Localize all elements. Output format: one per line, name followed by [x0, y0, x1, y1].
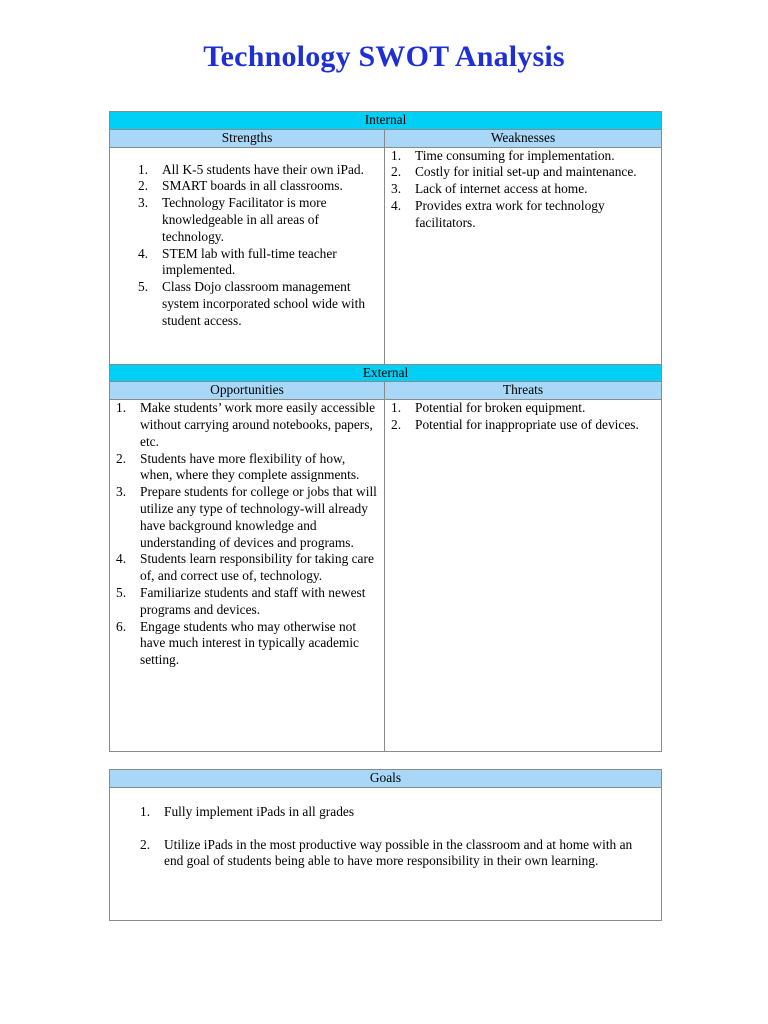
list-item: 3. Technology Facilitator is more knowledgeable in all areas of technology. [138, 195, 327, 244]
external-header: External [110, 364, 662, 382]
goals-cell [110, 787, 662, 920]
list-item: 1. Potential for broken equipment. [391, 400, 586, 416]
list-item: 4. Students learn responsibility for taking care of, and correct use of, technology. [116, 551, 374, 584]
weaknesses-list [385, 148, 661, 232]
goals-header: Goals [110, 770, 662, 788]
strengths-cell [110, 147, 385, 364]
weaknesses-cell [385, 147, 662, 364]
list-item: 2. Utilize iPads in the most productive way possible in the classroom and at home with an end goal of students being able to have more responsibility in their own learning. [140, 836, 633, 869]
goals-table [109, 769, 662, 921]
list-item: 5. Familiarize students and staff with newest programs and devices. [116, 584, 366, 617]
internal-header: Internal [110, 112, 662, 130]
opportunities-cell [110, 400, 385, 752]
list-item: 1. Make students’ work more easily accessible without carrying around notebooks, papers, etc. [116, 400, 376, 449]
weaknesses-header: Weaknesses [385, 129, 662, 147]
list-item: 2. Students have more flexibility of how, when, where they complete assignments. [116, 450, 360, 483]
list-item: 5. Class Dojo classroom management system incorporated school wide with student access. [138, 279, 366, 328]
opportunities-header: Opportunities [110, 382, 385, 400]
list-item: 4. STEM lab with full-time teacher implemented. [138, 245, 337, 278]
list-item: 4. Provides extra work for technology facilitators. [391, 197, 605, 230]
page-title: Technology SWOT Analysis [203, 40, 565, 73]
strengths-header: Strengths [110, 129, 385, 147]
list-item: 1. All K-5 students have their own iPad. [138, 161, 364, 177]
threats-header: Threats [385, 382, 662, 400]
list-item: 6. Engage students who may otherwise not have much interest in typically academic setting. [116, 618, 359, 668]
list-item: 3. Prepare students for college or jobs that will utilize any type of technology-will already have background knowledge and understanding of devices and programs. [116, 484, 377, 550]
list-item: 3. Lack of internet access at home. [391, 181, 588, 197]
opportunities-list [110, 400, 384, 669]
threats-list [385, 400, 661, 434]
list-item: 2. Costly for initial set-up and maintenance. [391, 164, 637, 180]
swot-table [109, 111, 662, 752]
list-item: 2. Potential for inappropriate use of devices. [391, 416, 639, 432]
threats-cell [385, 400, 662, 752]
list-item: 2. SMART boards in all classrooms. [138, 178, 343, 194]
list-item: 1. Time consuming for implementation. [391, 147, 615, 163]
strengths-list [110, 148, 384, 344]
list-item: 1. Fully implement iPads in all grades [140, 803, 355, 819]
goals-list [110, 788, 661, 900]
